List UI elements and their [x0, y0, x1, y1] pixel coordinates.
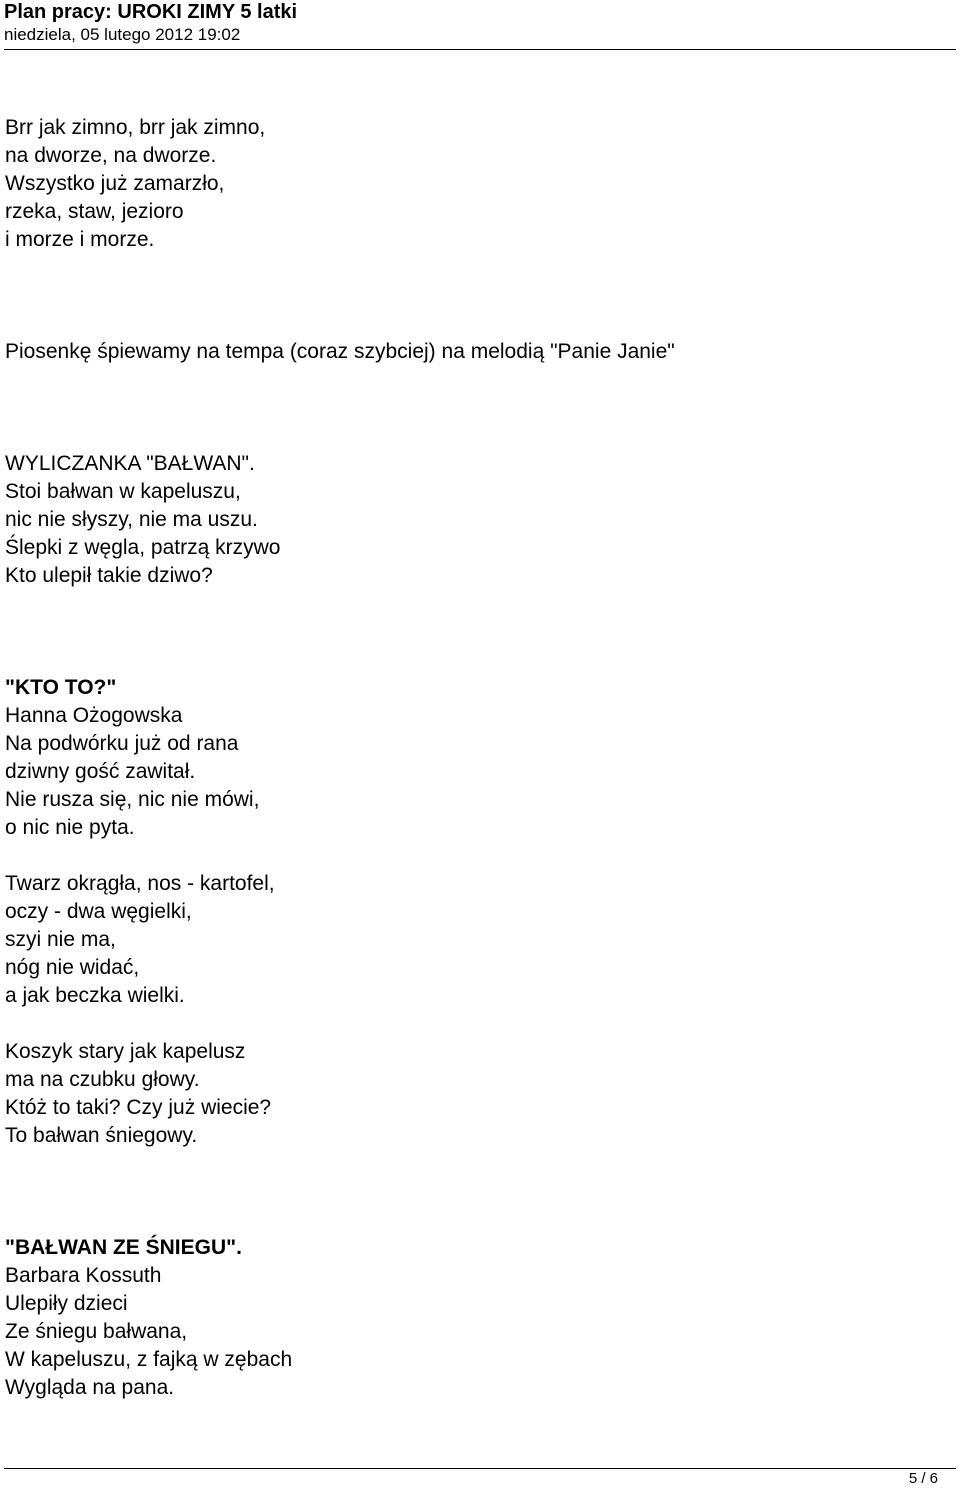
spacer [5, 842, 945, 870]
spacer [5, 366, 945, 450]
spacer [5, 590, 945, 674]
header-divider [4, 49, 956, 50]
section-title: "KTO TO?" [5, 676, 117, 699]
poem-line: rzeka, staw, jezioro [5, 200, 184, 223]
poem-line: Wygląda na pana. [5, 1376, 175, 1399]
poem-line: szyi nie ma, [5, 928, 116, 951]
spacer [5, 254, 945, 338]
poem-line: Nie rusza się, nic nie mówi, [5, 788, 260, 811]
poem-line: Na podwórku już od rana [5, 732, 239, 755]
poem-brr-jak-zimno [5, 114, 945, 254]
spacer [5, 1150, 945, 1234]
poem-line: nóg nie widać, [5, 956, 140, 979]
poem-line: dziwny gość zawitał. [5, 760, 196, 783]
spacer [5, 1010, 945, 1038]
poem-line: Stoi bałwan w kapeluszu, [5, 480, 241, 503]
poem-line: i morze i morze. [5, 228, 155, 251]
poem-kto-to [5, 674, 945, 1150]
poem-line: Ze śniegu bałwana, [5, 1320, 188, 1343]
wyliczanka-balwan [5, 450, 945, 590]
poem-line: W kapeluszu, z fajką w zębach [5, 1348, 293, 1371]
page-number: 5 / 6 [908, 1470, 938, 1487]
poem-line: Twarz okrągła, nos - kartofel, [5, 872, 275, 895]
poem-line: Wszystko już zamarzło, [5, 172, 225, 195]
document-body [5, 114, 945, 1402]
poem-line: nic nie słyszy, nie ma uszu. [5, 508, 258, 531]
document-date: niedziela, 05 lutego 2012 19:02 [4, 25, 241, 44]
section-title: "BAŁWAN ZE ŚNIEGU". [5, 1236, 242, 1259]
poem-line: a jak beczka wielki. [5, 984, 185, 1007]
poem-line: Któż to taki? Czy już wiecie? [5, 1096, 272, 1119]
song-note: Piosenkę śpiewamy na tempa (coraz szybciej) na melodią "Panie Janie" [5, 340, 675, 363]
poem-line: Brr jak zimno, brr jak zimno, [5, 116, 266, 139]
poem-line: Kto ulepił takie dziwo? [5, 564, 213, 587]
page-header [4, 0, 956, 46]
poem-balwan-ze-sniegu [5, 1234, 945, 1402]
footer-divider [4, 1468, 956, 1469]
poem-author: Hanna Ożogowska [5, 704, 183, 727]
poem-line: To bałwan śniegowy. [5, 1124, 198, 1147]
poem-line: o nic nie pyta. [5, 816, 135, 839]
section-title: WYLICZANKA "BAŁWAN". [5, 452, 255, 475]
poem-line: Ślepki z węgla, patrzą krzywo [5, 536, 281, 559]
poem-line: ma na czubku głowy. [5, 1068, 200, 1091]
poem-line: Koszyk stary jak kapelusz [5, 1040, 246, 1063]
poem-line: na dworze, na dworze. [5, 144, 217, 167]
poem-author: Barbara Kossuth [5, 1264, 162, 1287]
document-title: Plan pracy: UROKI ZIMY 5 latki [4, 1, 298, 23]
poem-line: oczy - dwa węgielki, [5, 900, 192, 923]
poem-line: Ulepiły dzieci [5, 1292, 128, 1315]
